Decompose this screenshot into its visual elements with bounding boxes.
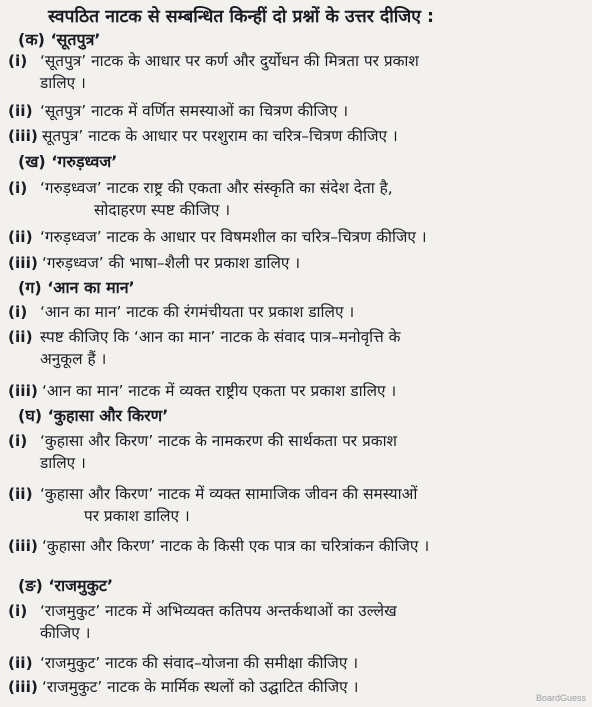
section-title-aan-ka-maan: (ग) ‘आन का मान’ — [18, 278, 135, 297]
question-text-continued: डालिए । — [40, 74, 86, 92]
question-text: ‘राजमुकुट’ नाटक की संवाद–योजना की समीक्षा कीजिए । — [40, 654, 359, 672]
question-number: (ii) — [8, 485, 33, 503]
question-number: (iii) — [8, 382, 38, 400]
question-text: ‘राजमुकुट’ नाटक में अभिव्यक्त कतिपय अन्तर्कथाओं का उल्लेख — [40, 602, 397, 620]
question-number: (ii) — [8, 228, 33, 246]
question-text: ‘गरुड़ध्वज’ नाटक राष्ट्र की एकता और संस्कृति का संदेश देता है, — [40, 179, 393, 197]
question-item — [8, 483, 588, 527]
question-number: (i) — [8, 303, 28, 321]
question-text: ‘राजमुकुट’ नाटक के मार्मिक स्थलों को उद्घाटित कीजिए । — [42, 678, 359, 696]
question-item — [8, 535, 588, 557]
question-number: (i) — [8, 602, 28, 620]
question-number: (iii) — [8, 678, 38, 696]
question-number: (ii) — [8, 102, 33, 120]
question-text: ‘आन का मान’ नाटक में व्यक्त राष्ट्रीय एकता पर प्रकाश डालिए । — [42, 382, 397, 400]
question-text-continued: अनुकूल हैं । — [40, 350, 107, 368]
section-title-kuhasa-aur-kiran: (घ) ‘कुहासा और किरण’ — [18, 406, 169, 425]
question-text: स्पष्ट कीजिए कि ‘आन का मान’ नाटक के संवाद पात्र–मनोवृत्ति के — [40, 328, 401, 346]
question-text-continued: सोदाहरण स्पष्ट कीजिए । — [94, 201, 231, 219]
question-text: ‘कुहासा और किरण’ नाटक के किसी एक पात्र का चरित्रांकन कीजिए । — [42, 537, 430, 555]
question-text: ‘आन का मान’ नाटक की रंगमंचीयता पर प्रकाश डालिए । — [40, 303, 355, 321]
question-text: ‘कुहासा और किरण’ नाटक के नामकरण की सार्थकता पर प्रकाश — [40, 432, 398, 450]
question-heading: स्वपठित नाटक से सम्बन्धित किन्हीं दो प्रश्नों के उत्तर दीजिए : — [48, 7, 435, 27]
question-item — [8, 380, 588, 402]
section-title-rajmukut: (ङ) ‘राजमुकुट’ — [18, 576, 114, 595]
question-text: ‘सूतपुत्र’ नाटक में वर्णित समस्याओं का चित्रण कीजिए । — [40, 102, 349, 120]
question-text: ‘गरुड़ध्वज’ नाटक के आधार पर विषमशील का चरित्र–चित्रण कीजिए । — [40, 228, 427, 246]
question-item — [8, 676, 588, 698]
question-number: (ii) — [8, 328, 33, 346]
question-text-continued: डालिए । — [40, 454, 86, 472]
question-text-continued: पर प्रकाश डालिए । — [84, 507, 190, 525]
section-title-garudadhwaj: (ख) ‘गरुड़ध्वज’ — [18, 152, 118, 171]
question-item — [8, 252, 588, 274]
question-number: (iii) — [8, 537, 38, 555]
question-number: (iii) — [8, 254, 38, 272]
question-item — [8, 125, 588, 147]
question-text: ‘सूतपुत्र’ नाटक के आधार पर कर्ण और दुर्योधन की मित्रता पर प्रकाश — [40, 52, 419, 70]
question-number: (i) — [8, 432, 28, 450]
question-text: सूतपुत्र’ नाटक के आधार पर परशुराम का चरित्र–चित्रण कीजिए । — [42, 127, 398, 145]
watermark: BoardGuess — [535, 693, 586, 703]
question-item — [8, 326, 588, 370]
question-number: (ii) — [8, 654, 33, 672]
question-text: ‘गरुड़ध्वज’ की भाषा–शैली पर प्रकाश डालिए । — [42, 254, 301, 272]
question-item — [8, 430, 588, 474]
question-item — [8, 100, 588, 122]
question-item — [8, 600, 588, 644]
question-item — [8, 177, 588, 221]
question-item — [8, 50, 588, 94]
question-text-continued: कीजिए । — [40, 624, 91, 642]
question-number: (iii) — [8, 127, 38, 145]
question-item — [8, 301, 588, 323]
question-item — [8, 226, 588, 248]
question-text: ‘कुहासा और किरण’ नाटक में व्यक्त सामाजिक जीवन की समस्याओं — [40, 485, 418, 503]
question-number: (i) — [8, 52, 28, 70]
question-item — [8, 652, 588, 674]
section-title-sutputra: (क) ‘सूतपुत्र’ — [18, 30, 101, 49]
question-number: (i) — [8, 179, 28, 197]
